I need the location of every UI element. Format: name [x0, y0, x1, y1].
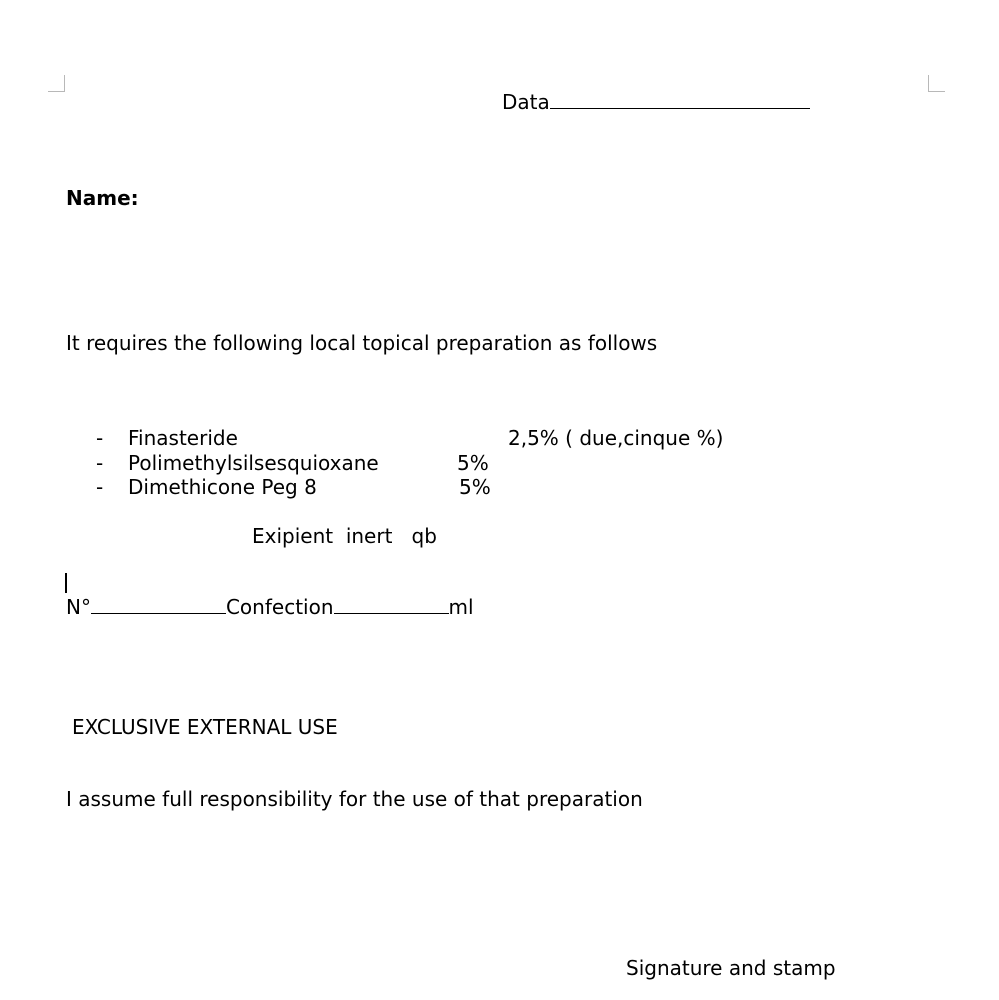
- ingredient-name: Polimethylsilsesquioxane: [128, 451, 379, 475]
- unit-label: ml: [448, 595, 474, 619]
- excipient-line: Exipient inert qb: [252, 524, 437, 548]
- ingredient-amount: 5%: [457, 451, 489, 475]
- responsibility-statement: I assume full responsibility for the use of that preparation: [66, 787, 643, 811]
- date-label: Data: [502, 90, 550, 114]
- ingredient-name: Finasteride: [128, 426, 238, 450]
- confection-field[interactable]: [66, 595, 474, 619]
- number-blank-line[interactable]: [91, 595, 226, 614]
- confection-label: Confection: [225, 595, 334, 619]
- margin-corner-top-right: [928, 75, 945, 92]
- ingredient-name: Dimethicone Peg 8: [128, 475, 317, 499]
- ingredient-amount: 2,5% ( due,cinque %): [508, 426, 724, 450]
- bullet-dash: -: [96, 475, 104, 499]
- number-label: N°: [66, 595, 91, 619]
- margin-corner-top-left: [48, 75, 65, 92]
- patient-name-label: Name:: [66, 186, 139, 210]
- date-field[interactable]: [502, 90, 810, 114]
- intro-paragraph: It requires the following local topical preparation as follows: [66, 331, 658, 355]
- external-use-warning: EXCLUSIVE EXTERNAL USE: [72, 715, 338, 739]
- date-blank-line[interactable]: [550, 90, 810, 109]
- text-cursor: [65, 573, 67, 593]
- confection-blank-line[interactable]: [334, 595, 449, 614]
- bullet-dash: -: [96, 451, 104, 475]
- bullet-dash: -: [96, 426, 104, 450]
- signature-label: Signature and stamp: [626, 956, 836, 980]
- ingredient-amount: 5%: [459, 475, 491, 499]
